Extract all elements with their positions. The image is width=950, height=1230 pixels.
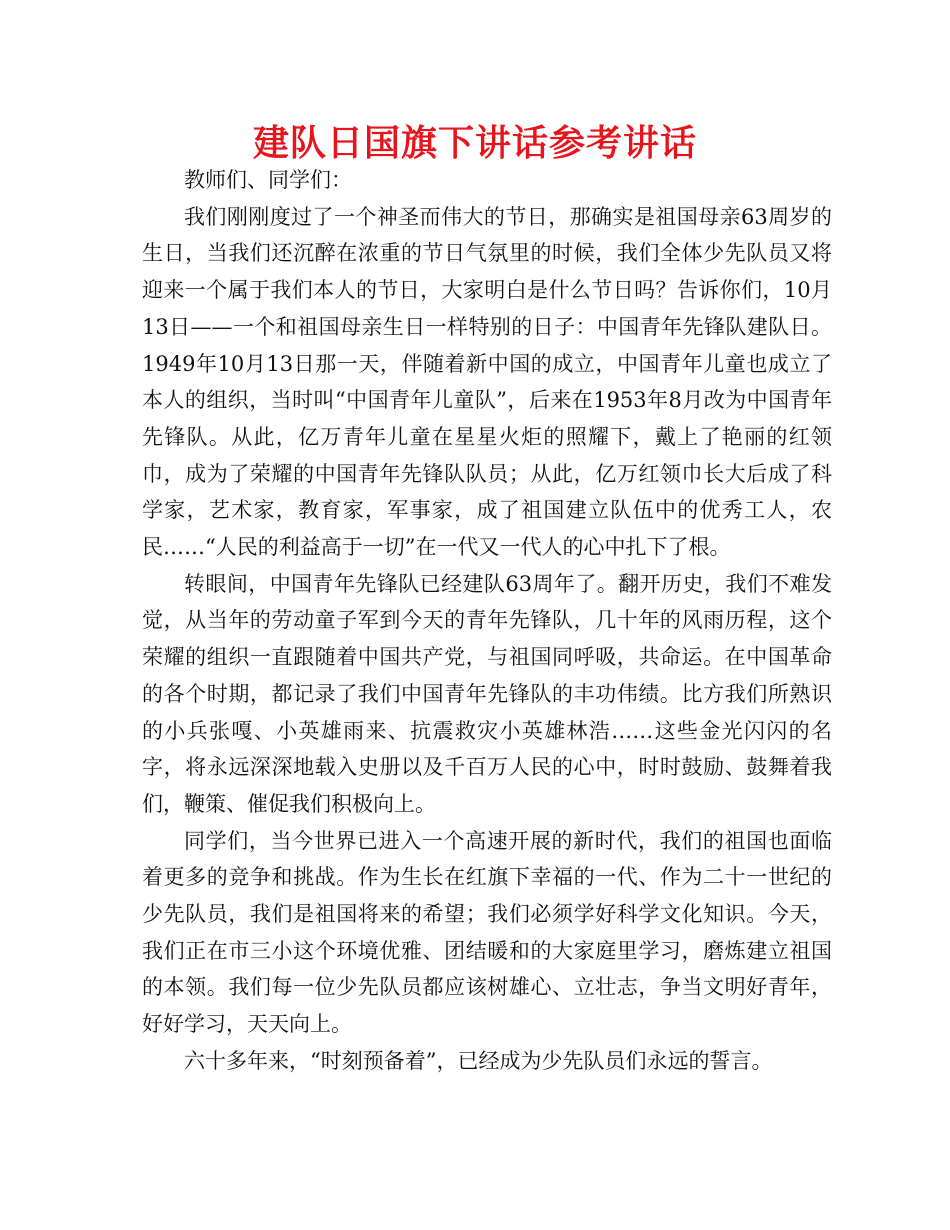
paragraph: 转眼间，中国青年先锋队已经建队63周年了。翻开历史，我们不难发觉，从当年的劳动童子军到今天的青年先锋队，几十年的风雨历程，这个荣耀的组织一直跟随着中国共产党，与祖国同呼吸，共命运。在中国革命的各个时期，都记录了我们中国青年先锋队的丰功伟绩。比方我们所熟识的小兵张嘎、小英雄雨来、抗震救灾小英雄林浩……这些金光闪闪的名字，将永远深深地载入史册以及千百万人民的心中，时时鼓励、鼓舞着我们，鞭策、催促我们积极向上。 [142,571,832,816]
paragraph: 同学们，当今世界已进入一个高速开展的新时代，我们的祖国也面临着更多的竞争和挑战。作为生长在红旗下幸福的一代、作为二十一世纪的少先队员，我们是祖国将来的希望；我们必须学好科学文化知识。今天，我们正在市三小这个环境优雅、团结暖和的大家庭里学习，磨炼建立祖国的本领。我们每一位少先队员都应该树雄心、立壮志，争当文明好青年，好好学习，天天向上。 [142,828,832,1037]
paragraph: 我们刚刚度过了一个神圣而伟大的节日，那确实是祖国母亲63周岁的生日，当我们还沉醉在浓重的节日气氛里的时候，我们全体少先队员又将迎来一个属于我们本人的节日，大家明白是什么节日吗？告诉你们，10月13日——一个和祖国母亲生日一样特别的日子：中国青年先锋队建队日。1949年10月13日那一天，伴随着新中国的成立，中国青年儿童也成立了本人的组织，当时叫“中国青年儿童队”，后来在1953年8月改为中国青年先锋队。从此，亿万青年儿童在星星火炬的照耀下，戴上了艳丽的红领巾，成为了荣耀的中国青年先锋队队员；从此，亿万红领巾长大后成了科学家，艺术家，教育家，军事家，成了祖国建立队伍中的优秀工人，农民……“人民的利益高于一切”在一代又一代人的心中扎下了根。 [142,204,832,560]
paragraph-salutation: 教师们、同学们： [184,168,352,192]
document-body [142,162,832,1080]
document-title: 建队日国旗下讲话参考讲话 [252,123,697,164]
paragraph: 六十多年来，“时刻预备着”，已经成为少先队员们永远的誓言。 [184,1048,773,1073]
